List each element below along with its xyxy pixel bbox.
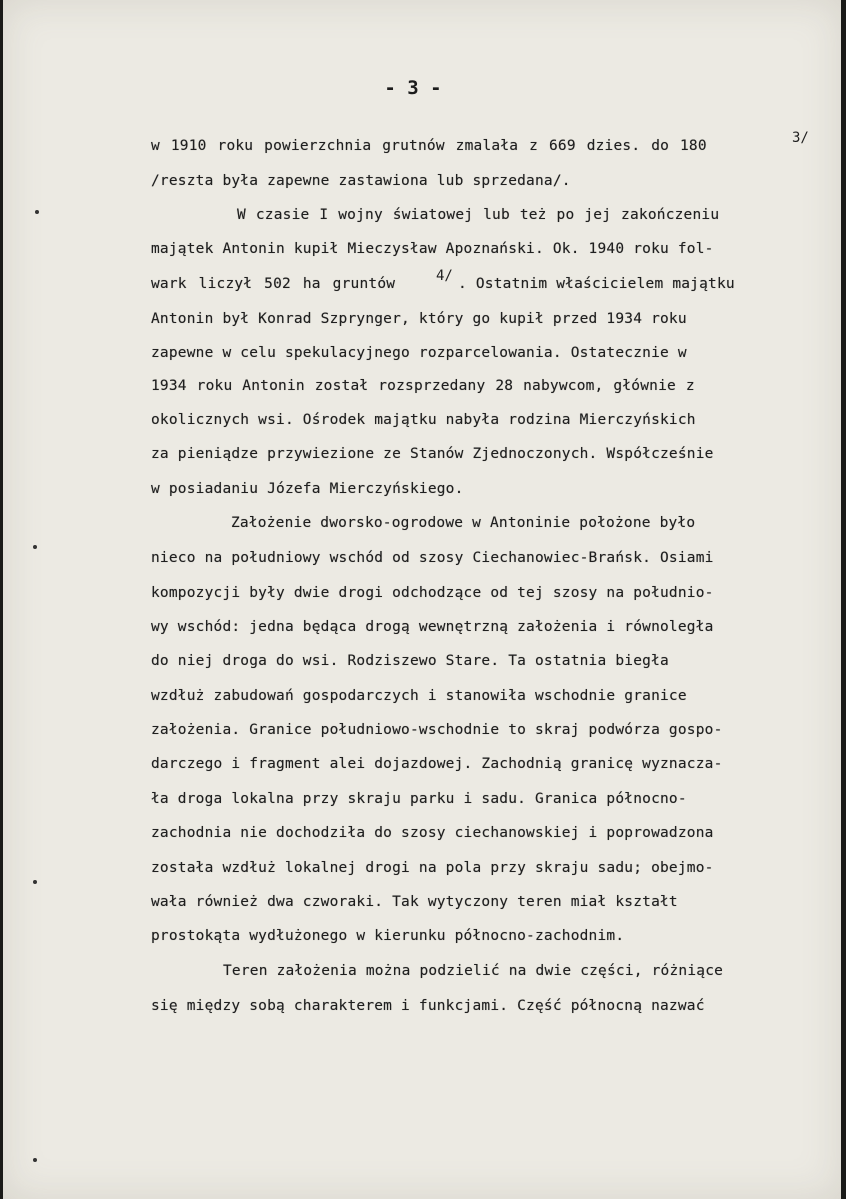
text-line: wy wschód: jedna będąca drogą wewnętrzną założenia i równoległa bbox=[151, 619, 714, 635]
footnote-marker: 3/ bbox=[792, 130, 809, 146]
footnote-marker: 4/ bbox=[436, 268, 453, 284]
text-line: w posiadaniu Józefa Mierczyńskiego. bbox=[151, 481, 464, 497]
text-line: /reszta była zapewne zastawiona lub sprzedana/. bbox=[151, 173, 571, 189]
text-line: prostokąta wydłużonego w kierunku północno-zachodnim. bbox=[151, 928, 625, 944]
text-line: wała również dwa czworaki. Tak wytyczony teren miał kształt bbox=[151, 894, 678, 910]
document-page bbox=[3, 0, 841, 1199]
text-line: nieco na południowy wschód od szosy Ciechanowiec-Brańsk. Osiami bbox=[151, 550, 714, 566]
text-line: Teren założenia można podzielić na dwie części, różniące bbox=[223, 963, 724, 979]
text-line: wzdłuż zabudowań gospodarczych i stanowiła wschodnie granice bbox=[151, 688, 687, 704]
text-line: zapewne w celu spekulacyjnego rozparcelowania. Ostatecznie w bbox=[151, 345, 687, 361]
scan-speck bbox=[33, 880, 37, 884]
text-line: okolicznych wsi. Ośrodek majątku nabyła rodzina Mierczyńskich bbox=[151, 412, 696, 428]
scan-speck bbox=[33, 1158, 37, 1162]
text-line: majątek Antonin kupił Mieczysław Apoznański. Ok. 1940 roku fol- bbox=[151, 241, 714, 257]
text-line: w 1910 roku powierzchnia grutnów zmalała z 669 dzies. do 180 bbox=[151, 138, 707, 154]
text-line: za pieniądze przywiezione ze Stanów Zjednoczonych. Współcześnie bbox=[151, 446, 714, 462]
text-line: wark liczył 502 ha gruntów bbox=[151, 276, 396, 292]
text-line: kompozycji były dwie drogi odchodzące od tej szosy na południo- bbox=[151, 585, 714, 601]
text-line: zachodnia nie dochodziła do szosy ciechanowskiej i poprowadzona bbox=[151, 825, 714, 841]
text-line: . Ostatnim właścicielem majątku bbox=[458, 276, 735, 292]
text-line: Antonin był Konrad Szprynger, który go kupił przed 1934 roku bbox=[151, 311, 687, 327]
text-line: założenia. Granice południowo-wschodnie to skraj podwórza gospo- bbox=[151, 722, 723, 738]
text-line: się między sobą charakterem i funkcjami. Część północną nazwać bbox=[151, 998, 705, 1014]
scan-speck bbox=[33, 545, 37, 549]
text-line: 1934 roku Antonin został rozsprzedany 28 nabywcom, głównie z bbox=[151, 378, 695, 394]
text-line: W czasie I wojny światowej lub też po jej zakończeniu bbox=[237, 207, 720, 223]
text-line: została wzdłuż lokalnej drogi na pola przy skraju sadu; obejmo- bbox=[151, 860, 714, 876]
text-line: darczego i fragment alei dojazdowej. Zachodnią granicę wyznacza- bbox=[151, 756, 723, 772]
text-line: do niej droga do wsi. Rodziszewo Stare. Ta ostatnia biegła bbox=[151, 653, 669, 669]
text-line: Założenie dworsko-ogrodowe w Antoninie położone było bbox=[231, 515, 696, 531]
text-line: ła droga lokalna przy skraju parku i sadu. Granica północno- bbox=[151, 791, 687, 807]
page-number: - 3 - bbox=[384, 77, 442, 99]
scan-speck bbox=[35, 210, 39, 214]
